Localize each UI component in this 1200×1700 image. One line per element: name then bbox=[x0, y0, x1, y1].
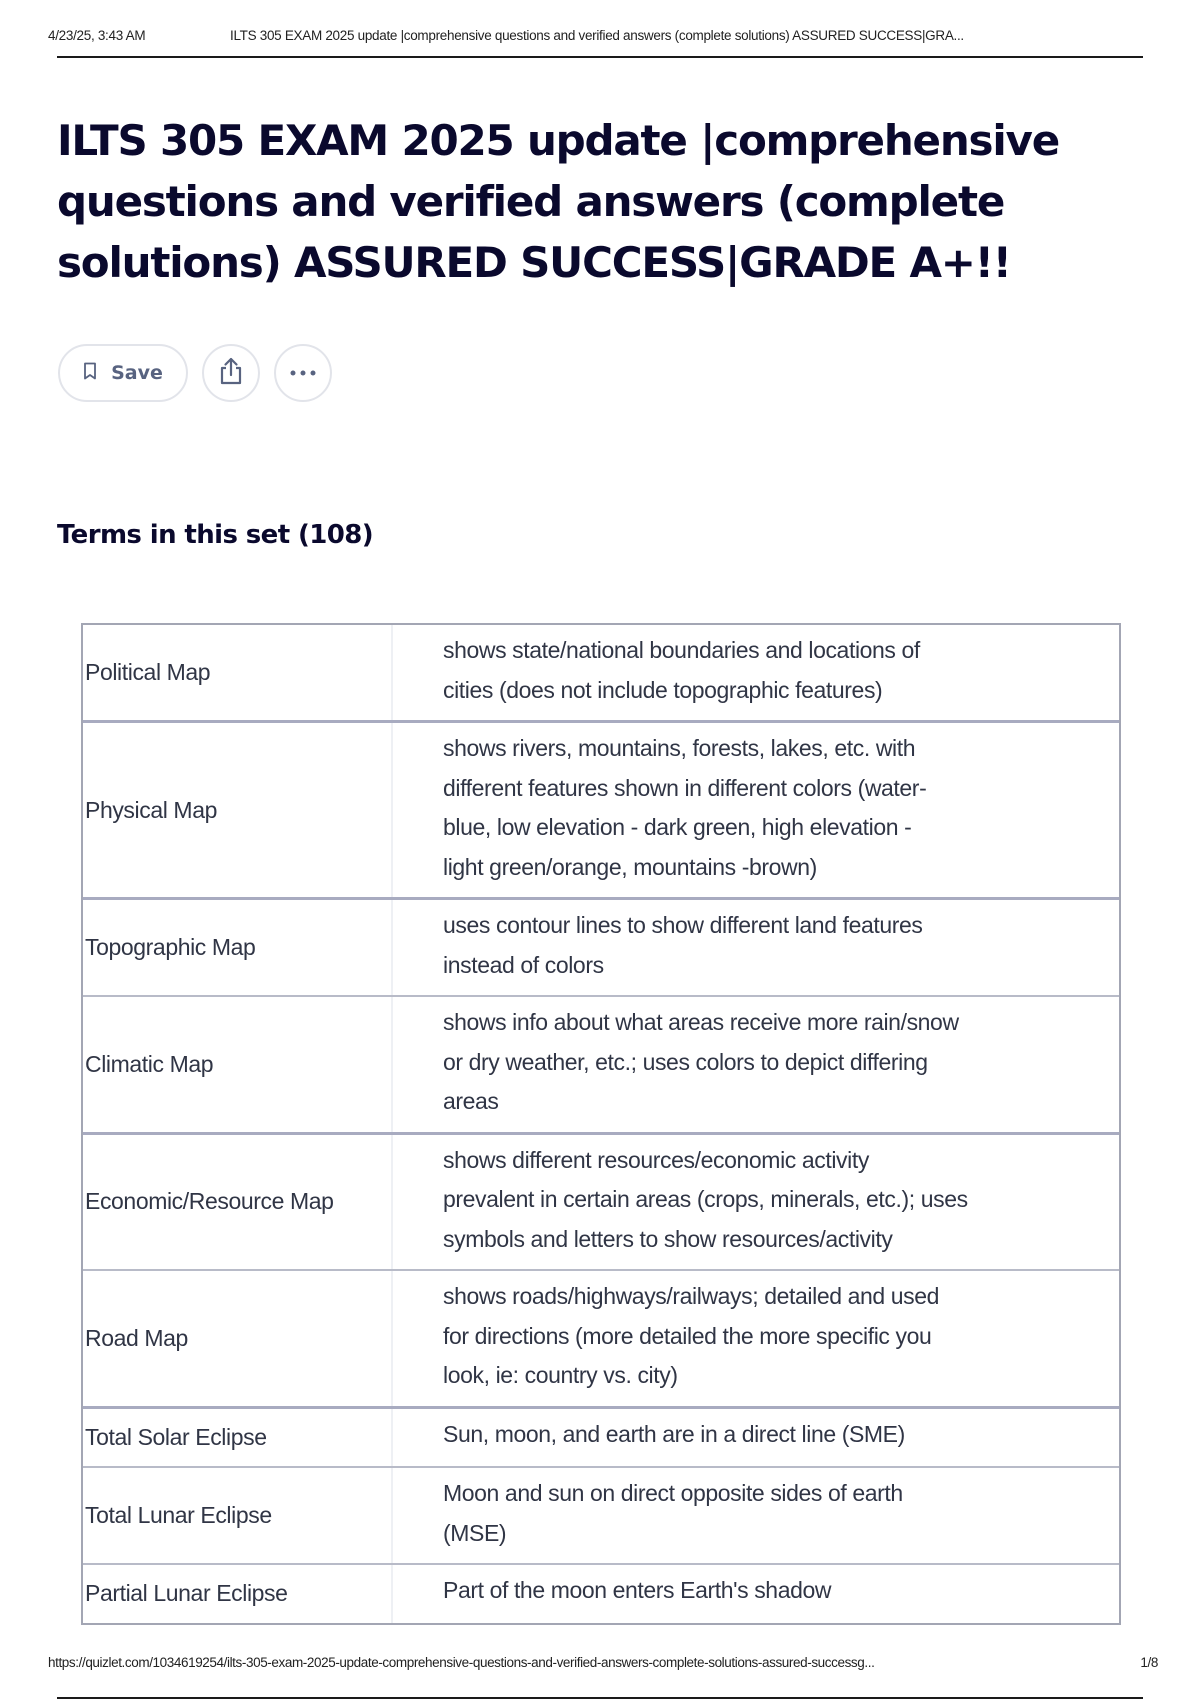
term: Road Map bbox=[83, 1271, 393, 1406]
term-row bbox=[83, 1563, 1119, 1623]
term: Economic/Resource Map bbox=[83, 1135, 393, 1270]
term: Political Map bbox=[83, 625, 393, 720]
definition bbox=[393, 625, 1119, 720]
print-document-title: ILTS 305 EXAM 2025 update |comprehensive questions and verified answers (complete solutions) ASSURED SUCCESS|GRA... bbox=[230, 28, 964, 43]
definition bbox=[393, 997, 1119, 1132]
save-button[interactable] bbox=[58, 344, 188, 402]
more-options-button[interactable] bbox=[274, 344, 332, 402]
definition-line: light green/orange, mountains -brown) bbox=[443, 853, 817, 880]
share-icon bbox=[217, 356, 245, 391]
footer-divider bbox=[57, 1697, 1143, 1699]
save-label: Save bbox=[111, 362, 163, 384]
definition-line: symbols and letters to show resources/activity bbox=[443, 1225, 893, 1252]
page-title: ILTS 305 EXAM 2025 update |comprehensive questions and verified answers (complete solutions) ASSURED SUCCESS|GRADE A+!! bbox=[57, 116, 1059, 287]
term: Topographic Map bbox=[83, 900, 393, 995]
definition-line: look, ie: country vs. city) bbox=[443, 1362, 678, 1388]
definition bbox=[393, 1135, 1119, 1270]
term: Physical Map bbox=[83, 723, 393, 897]
definition-line: areas bbox=[443, 1088, 499, 1114]
bookmark-icon bbox=[83, 362, 97, 385]
definition-line: cities (does not include topographic features) bbox=[443, 676, 883, 703]
term: Climatic Map bbox=[83, 997, 393, 1132]
definition-line: or dry weather, etc.; uses colors to depict differing bbox=[443, 1048, 928, 1075]
term-row bbox=[83, 1269, 1119, 1406]
definition-line: shows roads/highways/railways; detailed and used bbox=[443, 1283, 940, 1309]
definition bbox=[393, 723, 1119, 897]
page-indicator: 1/8 bbox=[1140, 1655, 1158, 1670]
definition-line: Moon and sun on direct opposite sides of earth bbox=[443, 1480, 903, 1506]
definition-line: instead of colors bbox=[443, 951, 604, 978]
definition-line: shows different resources/economic activity bbox=[443, 1146, 869, 1173]
definition-line: for directions (more detailed the more specific you bbox=[443, 1322, 932, 1349]
definition-line: Part of the moon enters Earth's shadow bbox=[443, 1577, 832, 1603]
definition-line: uses contour lines to show different land features bbox=[443, 912, 923, 938]
definition-line: different features shown in different colors (water- bbox=[443, 774, 927, 801]
term-row bbox=[83, 1466, 1119, 1563]
definition bbox=[393, 900, 1119, 995]
definition-line: shows rivers, mountains, forests, lakes, etc. with bbox=[443, 735, 916, 761]
term-row bbox=[83, 1406, 1119, 1467]
term-row bbox=[83, 625, 1119, 720]
term: Partial Lunar Eclipse bbox=[83, 1565, 393, 1623]
definition bbox=[393, 1565, 1119, 1623]
page-url: https://quizlet.com/1034619254/ilts-305-exam-2025-update-comprehensive-questions-and-verified-answers-complete-solutions-assured-successg... bbox=[48, 1655, 875, 1670]
definition-line: shows state/national boundaries and locations of bbox=[443, 637, 920, 663]
terms-table bbox=[81, 623, 1121, 1625]
term-row bbox=[83, 897, 1119, 995]
term-row bbox=[83, 995, 1119, 1132]
print-datetime: 4/23/25, 3:43 AM bbox=[48, 28, 146, 43]
definition-line: blue, low elevation - dark green, high elevation - bbox=[443, 814, 912, 840]
term-row bbox=[83, 720, 1119, 897]
definition-line: (MSE) bbox=[443, 1519, 507, 1546]
definition-line: shows info about what areas receive more rain/snow bbox=[443, 1009, 959, 1035]
action-bar bbox=[58, 344, 332, 402]
definition bbox=[393, 1409, 1119, 1467]
share-button[interactable] bbox=[202, 344, 260, 402]
header-divider bbox=[57, 56, 1143, 58]
term: Total Lunar Eclipse bbox=[83, 1468, 393, 1563]
term: Total Solar Eclipse bbox=[83, 1409, 393, 1467]
definition-line: Sun, moon, and earth are in a direct line (SME) bbox=[443, 1420, 905, 1447]
definition-line: prevalent in certain areas (crops, minerals, etc.); uses bbox=[443, 1186, 968, 1212]
term-row bbox=[83, 1132, 1119, 1270]
definition bbox=[393, 1271, 1119, 1406]
definition bbox=[393, 1468, 1119, 1563]
more-horizontal-icon bbox=[289, 364, 317, 382]
terms-heading: Terms in this set (108) bbox=[57, 520, 374, 550]
